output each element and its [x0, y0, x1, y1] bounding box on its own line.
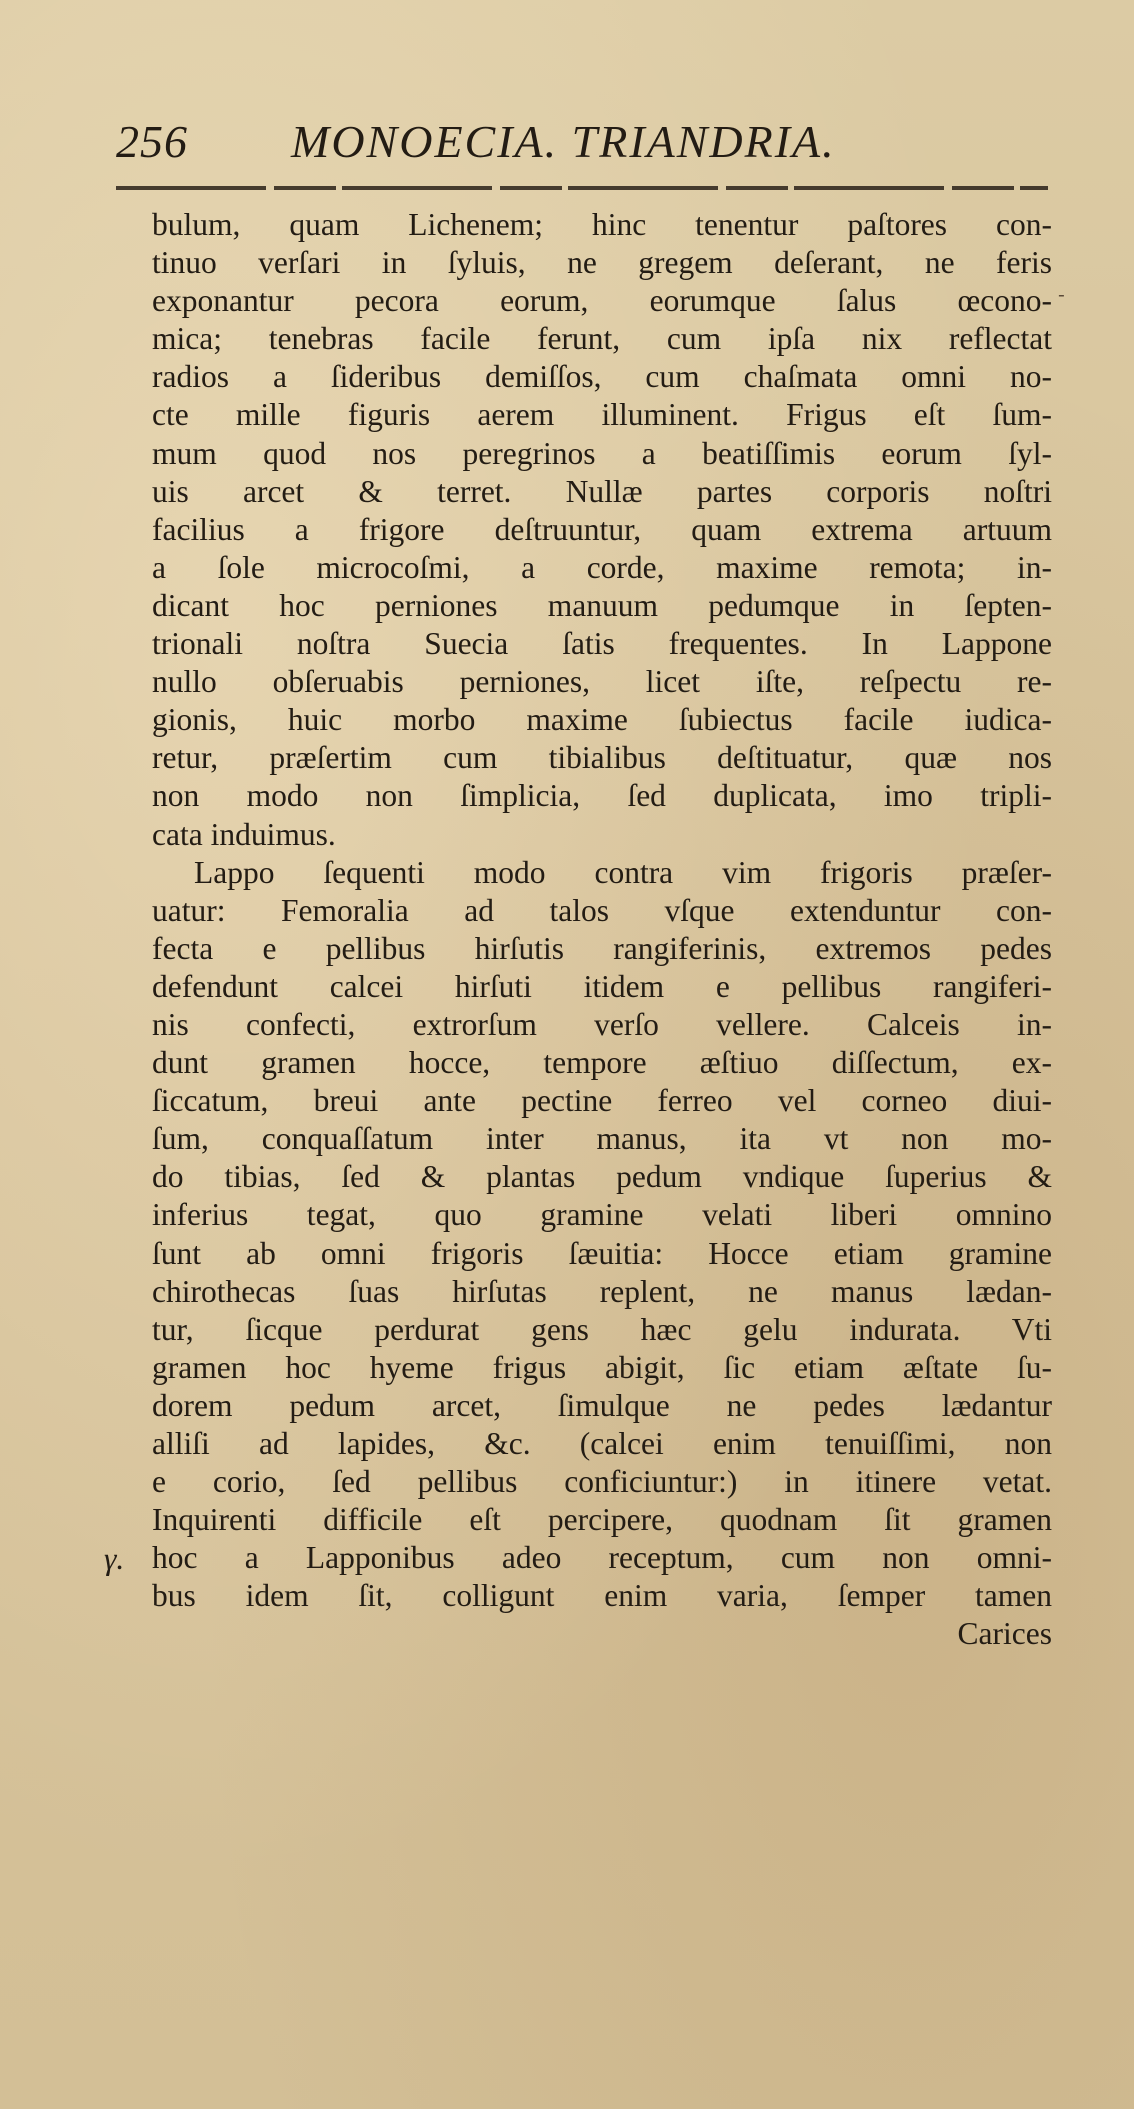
text-line: tinuo verſari in ſyluis, ne gregem deſerant, ne feris	[152, 245, 1052, 281]
text-line: nis confecti, extrorſum verſo vellere. Calceis in-	[152, 1006, 1052, 1042]
text-line: bus idem ſit, colligunt enim varia, ſemper tamen	[152, 1578, 1052, 1614]
page-header	[116, 112, 1036, 172]
text-line: ſum, conquaſſatum inter manus, ita vt non mo-	[152, 1121, 1052, 1157]
running-head: MONOECIA. TRIANDRIA.	[291, 116, 836, 167]
text-line: inferius tegat, quo gramine velati liberi omnino	[152, 1197, 1052, 1233]
text-line: defendunt calcei hirſuti itidem e pellibus rangiferi-	[152, 968, 1052, 1004]
text-line: fecta e pellibus hirſutis rangiferinis, extremos pedes	[152, 930, 1052, 966]
text-line: nullo obſeruabis perniones, licet iſte, reſpectu re-	[152, 664, 1052, 700]
text-line: uatur: Femoralia ad talos vſque extenduntur con-	[152, 892, 1052, 928]
text-line: dunt gramen hocce, tempore æſtiuo diſſectum, ex-	[152, 1045, 1052, 1081]
text-line: tur, ſicque perdurat gens hæc gelu indurata. Vti	[152, 1311, 1052, 1347]
text-line: a ſole microcoſmi, a corde, maxime remota; in-	[152, 549, 1052, 585]
text-line: gramen hoc hyeme frigus abigit, ſic etiam æſtate ſu-	[152, 1349, 1052, 1385]
text-line: chirothecas ſuas hirſutas replent, ne manus lædan-	[152, 1273, 1052, 1309]
body-text	[152, 206, 1052, 1654]
text-line: non modo non ſimplicia, ſed duplicata, imo tripli-	[152, 778, 1052, 814]
text-line: trionali noſtra Suecia ſatis frequentes. In Lappone	[152, 626, 1052, 662]
text-line: mica; tenebras facile ferunt, cum ipſa nix reflectat	[152, 321, 1052, 357]
margin-mark: ‑	[1058, 282, 1065, 306]
text-line: uis arcet & terret. Nullæ partes corporis noſtri	[152, 473, 1052, 509]
catchword: Carices	[957, 1616, 1052, 1652]
text-line: ſunt ab omni frigoris ſæuitia: Hocce etiam gramine	[152, 1235, 1052, 1271]
header-rule	[116, 186, 1048, 190]
page-number: 256	[116, 116, 188, 167]
text-line: exponantur pecora eorum, eorumque ſalus œcono-	[152, 283, 1052, 319]
text-line: cata induimus.	[152, 816, 336, 852]
text-line: e corio, ſed pellibus conficiuntur:) in itinere vetat.	[152, 1464, 1052, 1500]
text-line: bulum, quam Lichenem; hinc tenentur paſtores con-	[152, 207, 1052, 242]
text-line: mum quod nos peregrinos a beatiſſimis eorum ſyl-	[152, 435, 1052, 471]
text-line: dorem pedum arcet, ſimulque ne pedes lædantur	[152, 1387, 1052, 1423]
text-line: Lappo ſequenti modo contra vim frigoris præſer-	[194, 854, 1052, 890]
text-line: do tibias, ſed & plantas pedum vndique ſuperius &	[152, 1159, 1052, 1195]
text-line: alliſi ad lapides, &c. (calcei enim tenuiſſimi, non	[152, 1426, 1052, 1461]
text-line: hoc a Lapponibus adeo receptum, cum non omni-	[152, 1540, 1052, 1576]
text-line: retur, præſertim cum tibialibus deſtituatur, quæ nos	[152, 740, 1052, 776]
text-line: dicant hoc perniones manuum pedumque in ſepten-	[152, 587, 1052, 623]
text-line: ſiccatum, breui ante pectine ferreo vel corneo diui-	[152, 1083, 1052, 1119]
text-line: Inquirenti difficile eſt percipere, quodnam ſit gramen	[152, 1502, 1052, 1538]
text-line: radios a ſideribus demiſſos, cum chaſmata omni no-	[152, 359, 1052, 395]
text-line: gionis, huic morbo maxime ſubiectus facile iudica-	[152, 702, 1052, 738]
section-mark: γ.	[104, 1540, 125, 1576]
text-line: cte mille figuris aerem illuminent. Frigus eſt ſum-	[152, 397, 1052, 433]
text-line: facilius a frigore deſtruuntur, quam extrema artuum	[152, 511, 1052, 547]
